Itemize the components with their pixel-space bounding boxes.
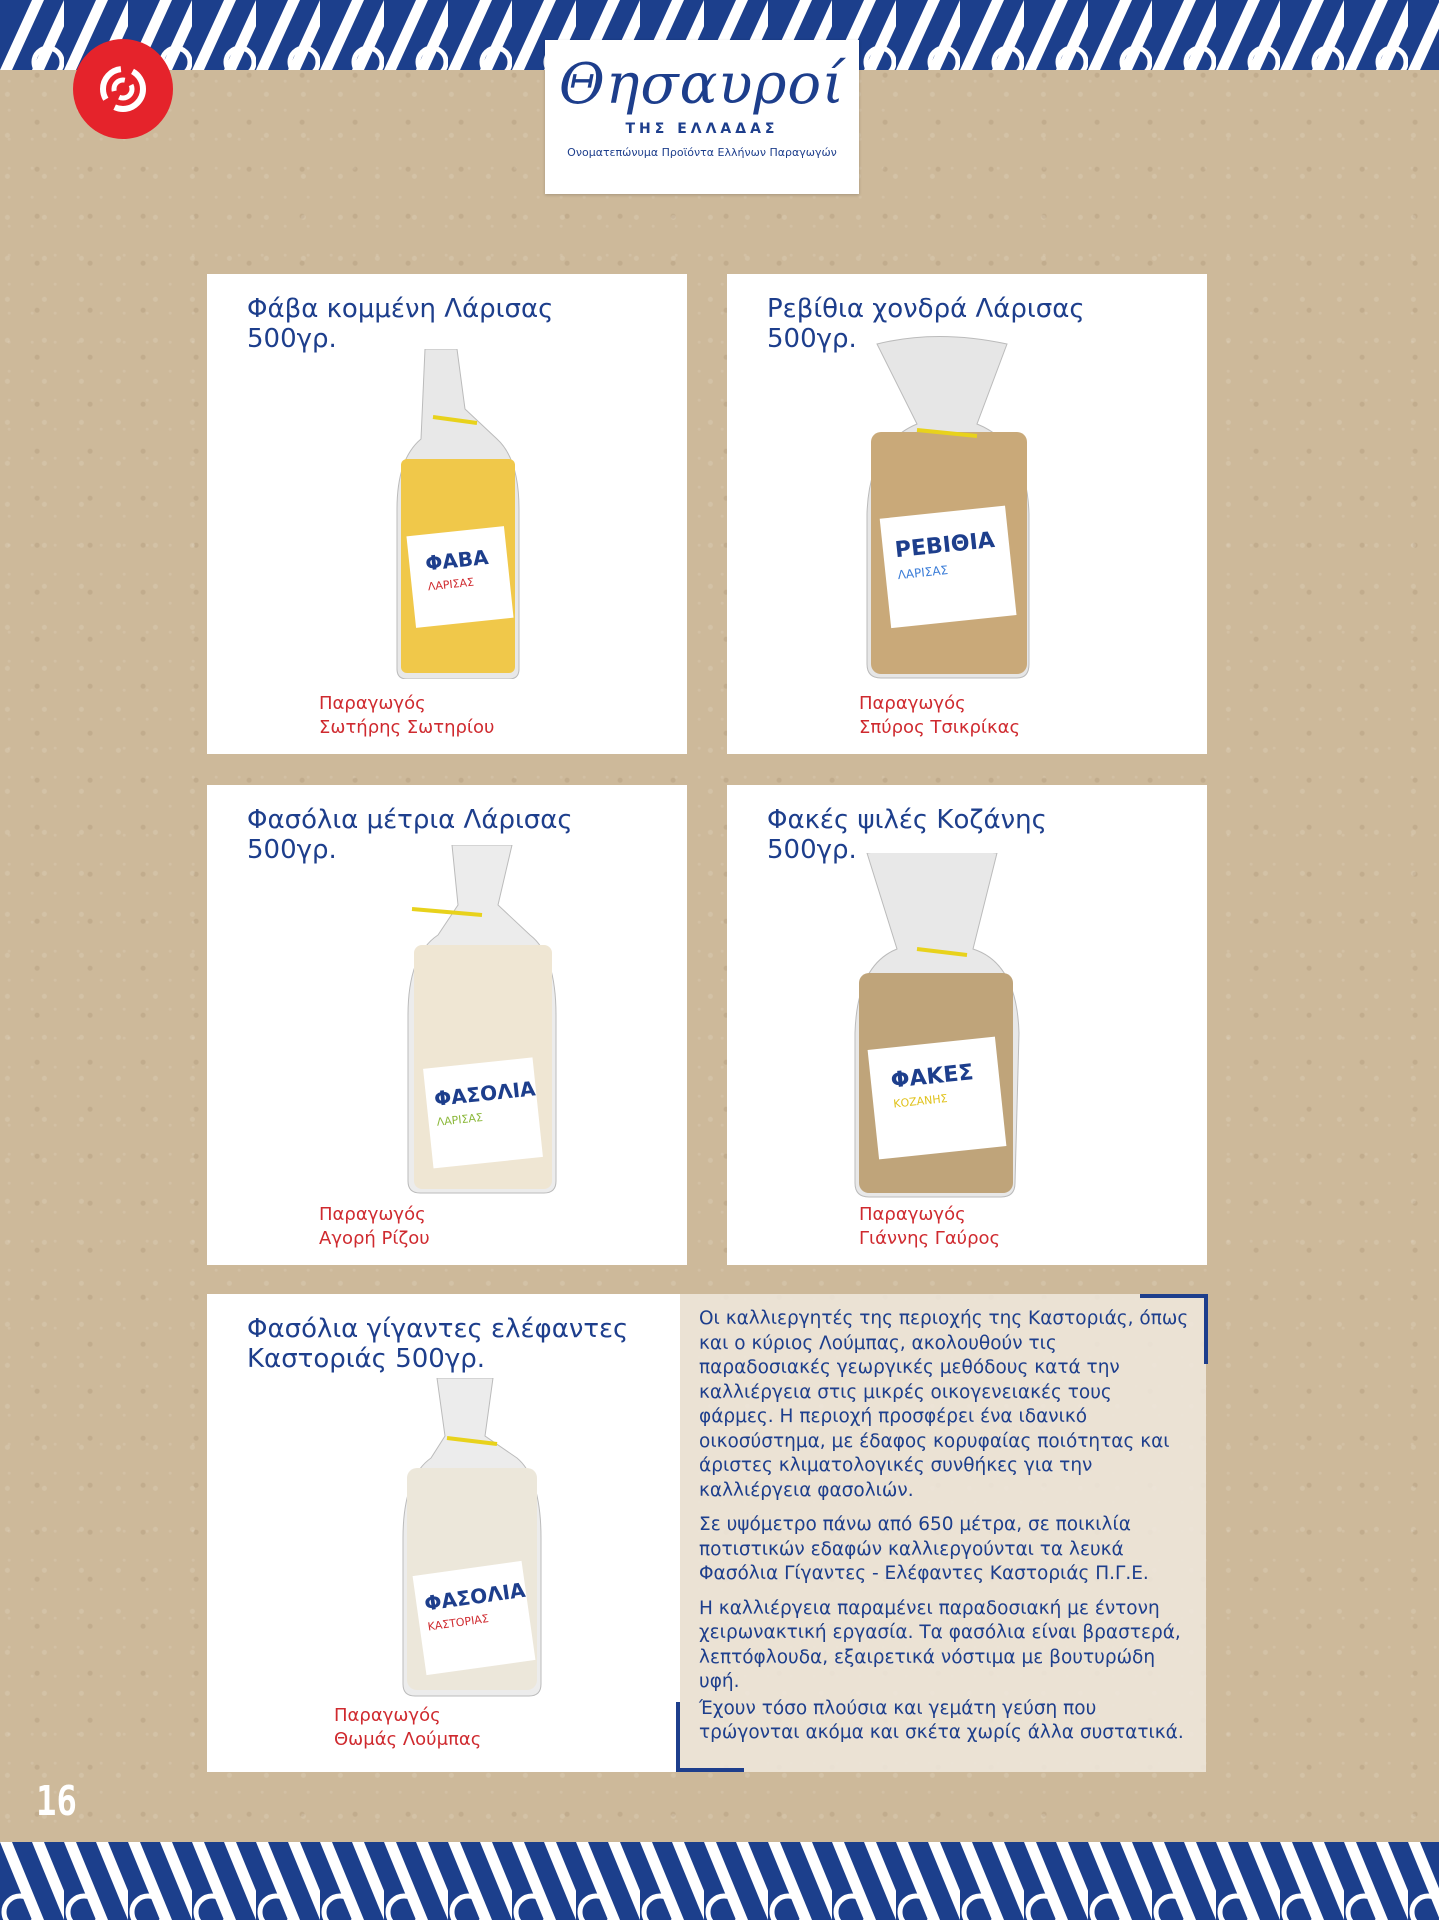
product-title-line: Φασόλια γίγαντες ελέφαντες xyxy=(247,1314,629,1344)
producer-label: Παραγωγός xyxy=(334,1705,441,1726)
producer-label: Παραγωγός xyxy=(319,693,426,714)
producer-info xyxy=(859,1203,1000,1251)
product-image xyxy=(847,853,1027,1199)
product-title xyxy=(247,294,553,354)
info-paragraph: Οι καλλιεργητές της περιοχής της Καστοριάς, όπως και ο κύριος Λούμπας, ακολουθούν τις παραδοσιακές γεωργικές μεθόδους κατά την καλλιέργεια στις μικρές οικογενειακές τους φάρμες. Η περιοχή προσφέρει ένα ιδανικό οικοσύστημα, με έδαφος κορυφαίας ποιότητας και άριστες κλιματολογικές συνθήκες για την καλλιέργεια φασολιών. xyxy=(699,1308,1189,1501)
brand-logo xyxy=(545,40,859,194)
product-image xyxy=(402,845,562,1195)
brand-logo-script: Θησαυροί xyxy=(558,52,846,117)
svg-text:ΚΟΖΑΝΗΣ: ΚΟΖΑΝΗΣ xyxy=(892,1091,949,1111)
svg-text:ΛΑΡΙΣΑΣ: ΛΑΡΙΣΑΣ xyxy=(896,562,949,583)
product-image xyxy=(397,1378,547,1698)
producer-name: Σπύρος Τσικρίκας xyxy=(859,717,1021,738)
brand-logo-subtitle: ΤΗΣ ΕΛΛΑΔΑΣ xyxy=(625,121,779,137)
info-paragraph: Σε υψόμετρο πάνω από 650 μέτρα, σε ποικιλία ποτιστικών εδαφών καλλιεργούνται τα λευκά Φασόλια Γίγαντες - Ελέφαντες Καστοριάς Π.Γ.Ε. xyxy=(699,1514,1149,1584)
product-title-line: Φάβα κομμένη Λάρισας xyxy=(247,294,554,324)
producer-label: Παραγωγός xyxy=(859,1204,966,1225)
producer-label: Παραγωγός xyxy=(319,1204,426,1225)
svg-text:ΦΑΒΑ: ΦΑΒΑ xyxy=(424,545,490,576)
product-image xyxy=(385,349,531,679)
svg-text:ΦΑΣΟΛΙΑ: ΦΑΣΟΛΙΑ xyxy=(422,1577,527,1616)
product-card[interactable] xyxy=(727,785,1207,1265)
product-title xyxy=(247,1314,628,1374)
product-weight: 500γρ. xyxy=(767,324,857,354)
svg-text:ΛΑΡΙΣΑΣ: ΛΑΡΙΣΑΣ xyxy=(427,575,475,594)
greek-pattern xyxy=(0,1842,1439,1920)
producer-label: Παραγωγός xyxy=(859,693,966,714)
svg-text:ΦΑΚΕΣ: ΦΑΚΕΣ xyxy=(889,1060,975,1094)
product-title-line: Φακές ψιλές Κοζάνης xyxy=(767,805,1047,835)
info-paragraphs xyxy=(699,1307,1189,1756)
product-card[interactable] xyxy=(727,274,1207,754)
producer-info xyxy=(334,1704,481,1752)
producer-info xyxy=(319,1203,430,1251)
product-weight: 500γρ. xyxy=(247,835,337,865)
product-weight: 500γρ. xyxy=(247,324,337,354)
product-weight: Καστοριάς 500γρ. xyxy=(247,1344,485,1374)
product-image xyxy=(857,334,1037,680)
product-card[interactable] xyxy=(207,274,687,754)
producer-name: Σωτήρης Σωτηρίου xyxy=(319,717,495,738)
product-title-line: Φασόλια μέτρια Λάρισας xyxy=(247,805,573,835)
producer-name: Θωμάς Λούμπας xyxy=(334,1729,482,1750)
bottom-decorative-band xyxy=(0,1842,1439,1920)
producer-name: Γιάννης Γαύρος xyxy=(859,1228,1001,1249)
product-weight: 500γρ. xyxy=(767,835,857,865)
page-number: 16 xyxy=(36,1778,77,1826)
info-paragraph: Έχουν τόσο πλούσια και γεμάτη γεύση που τρώγονται ακόμα και σκέτα χωρίς άλλα συστατικά. xyxy=(699,1697,1184,1743)
product-title-line: Ρεβίθια χονδρά Λάρισας xyxy=(767,294,1085,324)
svg-text:ΚΑΣΤΟΡΙΑΣ: ΚΑΣΤΟΡΙΑΣ xyxy=(426,1612,490,1634)
producer-name: Αγορή Ρίζου xyxy=(319,1228,430,1249)
brand-logo-tagline: Ονοματεπώνυμα Προϊόντα Ελλήνων Παραγωγών xyxy=(567,146,837,159)
producer-info xyxy=(859,692,1020,740)
producer-info xyxy=(319,692,494,740)
product-card[interactable] xyxy=(207,785,687,1265)
info-text-box xyxy=(680,1294,1206,1772)
app-logo-icon[interactable] xyxy=(73,39,173,139)
svg-text:ΦΑΣΟΛΙΑ: ΦΑΣΟΛΙΑ xyxy=(433,1076,537,1111)
product-card[interactable] xyxy=(207,1294,680,1772)
info-paragraph: Η καλλιέργεια παραμένει παραδοσιακή με έντονη χειρωνακτική εργασία. Τα φασόλια είναι βραστερά, λεπτόφλουδα, εξαιρετικά νόστιμα με βουτυρώδη υφή. xyxy=(699,1597,1181,1692)
svg-text:ΡΕΒΙΘΙΑ: ΡΕΒΙΘΙΑ xyxy=(893,527,996,564)
svg-text:ΛΑΡΙΣΑΣ: ΛΑΡΙΣΑΣ xyxy=(436,1110,484,1129)
